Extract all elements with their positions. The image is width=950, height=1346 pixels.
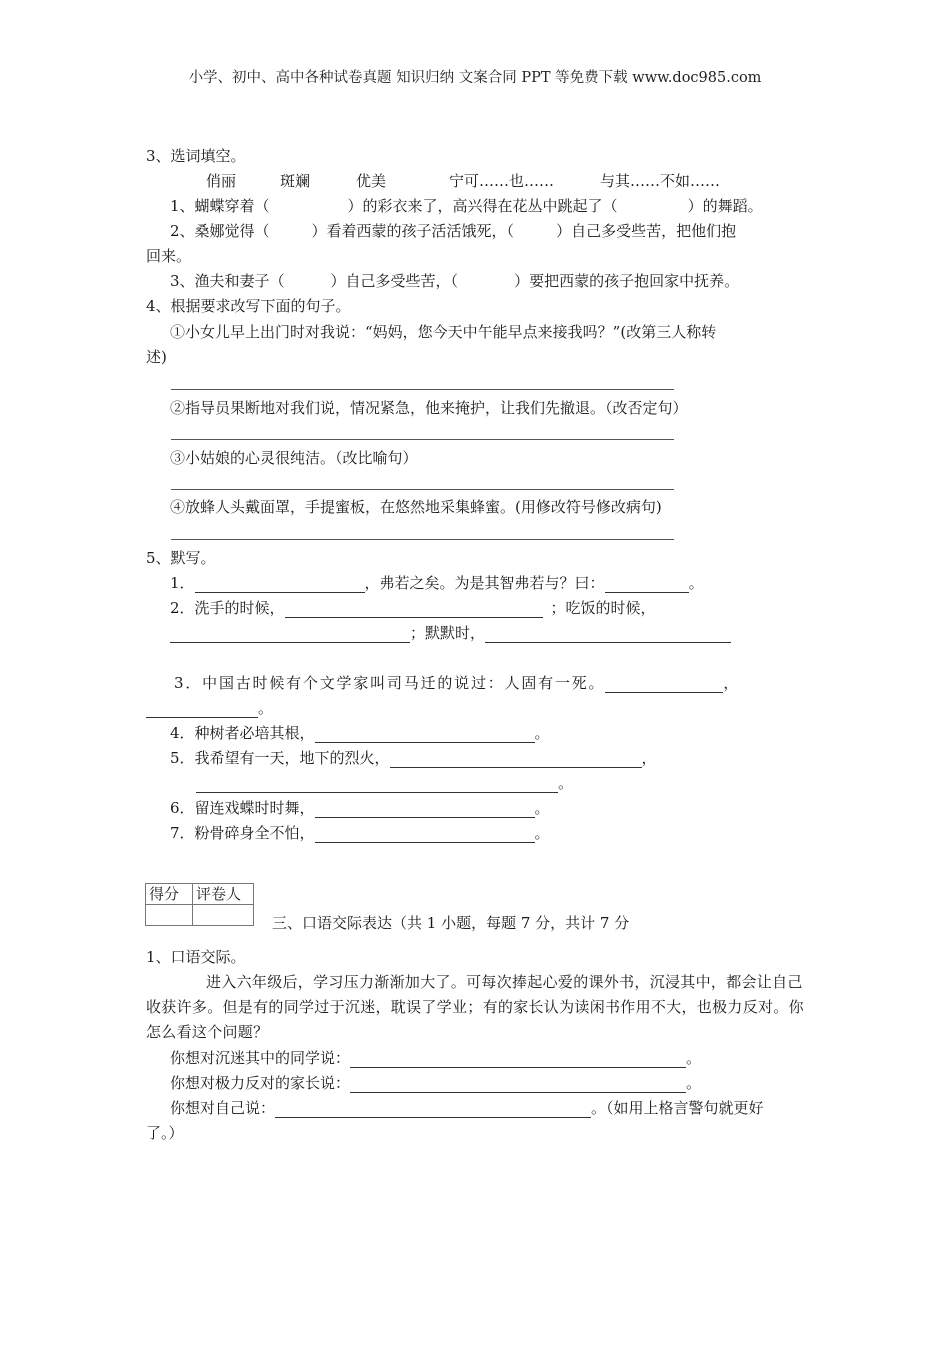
text: 2、桑娜觉得（ [170, 222, 270, 240]
page-header: 小学、初中、高中各种试卷真题 知识归纳 文案合同 PPT 等免费下载 www.doc985.com [188, 70, 762, 86]
word-option: 俏丽 [206, 172, 237, 190]
text: ；吃饭的时候， [550, 599, 656, 617]
answer-blank[interactable] [170, 625, 410, 643]
text: ， [723, 674, 741, 692]
q4-title: 4、根据要求改写下面的句子。 [146, 297, 351, 315]
text: 。（如用上格言警句就更好 [591, 1099, 764, 1117]
text: 3、渔夫和妻子（ [170, 272, 285, 290]
word-option: 宁可……也…… [449, 172, 555, 190]
q5-title: 5、默写。 [146, 549, 216, 567]
q5-line-3-cont [146, 698, 273, 718]
prompt-parents [170, 1073, 701, 1093]
text: 。 [534, 724, 550, 742]
q5-line-4 [170, 723, 550, 743]
text: 。 [688, 574, 704, 592]
answer-blank[interactable] [146, 700, 258, 718]
text: ）看着西蒙的孩子活活饿死，（ [311, 222, 515, 240]
grader-cell[interactable] [193, 905, 254, 926]
q5-line-5-cont [196, 773, 573, 793]
text: 7．粉骨碎身全不怕， [170, 824, 315, 842]
q3-sentence-2 [170, 221, 736, 241]
text: 。 [534, 799, 550, 817]
text: 你想对沉迷其中的同学说： [170, 1049, 351, 1067]
prompt-self-cont: 了。） [146, 1124, 184, 1142]
answer-blank[interactable] [315, 825, 535, 843]
q3-title: 3、选词填空。 [146, 147, 246, 165]
score-cell[interactable] [146, 905, 193, 926]
word-option: 斑斓 [280, 172, 311, 190]
text: ；默默时， [410, 624, 486, 642]
text: ）自己多受些苦，把他们抱 [556, 222, 737, 240]
answer-blank[interactable] [390, 750, 642, 768]
answer-blank[interactable] [485, 625, 731, 643]
answer-blank[interactable] [275, 1100, 591, 1118]
q3-sentence-1 [170, 196, 763, 216]
grader-label: 评卷人 [193, 884, 254, 905]
text: ）的舞蹈。 [687, 197, 763, 215]
answer-line[interactable] [171, 539, 674, 540]
text: 4．种树者必培其根， [170, 724, 315, 742]
q4-item-4: ④放蜂人头戴面罩，手提蜜板，在悠然地采集蜂蜜。(用修改符号修改病句) [170, 498, 662, 516]
text: 1． [170, 574, 195, 592]
text: ）自己多受些苦，（ [330, 272, 459, 290]
text: 。 [558, 774, 574, 792]
q5-line-2-cont [170, 623, 731, 643]
q5-line-7 [170, 823, 550, 843]
text: 5．我希望有一天，地下的烈火， [170, 749, 390, 767]
text: 。 [258, 699, 274, 717]
text: ）要把西蒙的孩子抱回家中抚养。 [514, 272, 740, 290]
score-label: 得分 [146, 884, 193, 905]
text: ， [641, 749, 657, 767]
q5-line-6 [170, 798, 550, 818]
text: 2．洗手的时候， [170, 599, 285, 617]
prompt-self [170, 1098, 764, 1118]
text: 你想对极力反对的家长说： [170, 1074, 351, 1092]
answer-blank[interactable] [605, 575, 689, 593]
answer-blank[interactable] [285, 600, 543, 618]
q4-item-2: ②指导员果断地对我们说，情况紧急，他来掩护，让我们先撤退。（改否定句） [170, 399, 688, 417]
q4-item-1: ①小女儿早上出门时对我说：“妈妈，您今天中午能早点来接我吗？”(改第三人称转 [170, 323, 717, 341]
word-option: 与其……不如…… [600, 172, 721, 190]
answer-line[interactable] [171, 439, 674, 440]
section-3-q1-title: 1、口语交际。 [146, 948, 246, 966]
text: 1、蝴蝶穿着（ [170, 197, 270, 215]
q5-line-3 [174, 673, 740, 693]
answer-line[interactable] [171, 489, 674, 490]
answer-blank[interactable] [195, 575, 365, 593]
q5-line-5 [170, 748, 657, 768]
text: ）的彩衣来了，高兴得在花丛中跳起了（ [347, 197, 618, 215]
text: 3．中国古时候有个文学家叫司马迁的说过：人固有一死。 [174, 674, 606, 692]
answer-blank[interactable] [196, 775, 558, 793]
text: ，弗若之矣。为是其智弗若与？曰： [364, 574, 605, 592]
section-3-title: 三、口语交际表达（共 1 小题，每题 7 分，共计 7 分 [272, 914, 630, 932]
text: 。 [534, 824, 550, 842]
answer-blank[interactable] [315, 800, 535, 818]
answer-blank[interactable] [350, 1075, 686, 1093]
q5-line-1 [170, 573, 704, 593]
q4-item-1-cont: 述) [146, 348, 167, 366]
text: 。 [686, 1074, 702, 1092]
passage: 进入六年级后，学习压力渐渐加大了。可每次捧起心爱的课外书，沉浸其中，都会让自己收获许多。但是有的同学过于沉迷，耽误了学业；有的家长认为读闲书作用不大，也极力反对。你怎么看这个问题？ [146, 973, 804, 1041]
q3-sentence-3 [170, 271, 739, 291]
answer-blank[interactable] [350, 1050, 686, 1068]
word-option: 优美 [356, 172, 387, 190]
text: 。 [686, 1049, 702, 1067]
answer-line[interactable] [171, 389, 674, 390]
q5-line-2 [170, 598, 656, 618]
answer-blank[interactable] [605, 675, 723, 693]
prompt-classmates [170, 1048, 701, 1068]
q4-item-3: ③小姑娘的心灵很纯洁。（改比喻句） [170, 449, 418, 467]
text: 你想对自己说： [170, 1099, 276, 1117]
q3-sentence-2-cont: 回来。 [146, 247, 192, 265]
score-box [145, 883, 254, 926]
text: 6．留连戏蝶时时舞， [170, 799, 315, 817]
answer-blank[interactable] [315, 725, 535, 743]
